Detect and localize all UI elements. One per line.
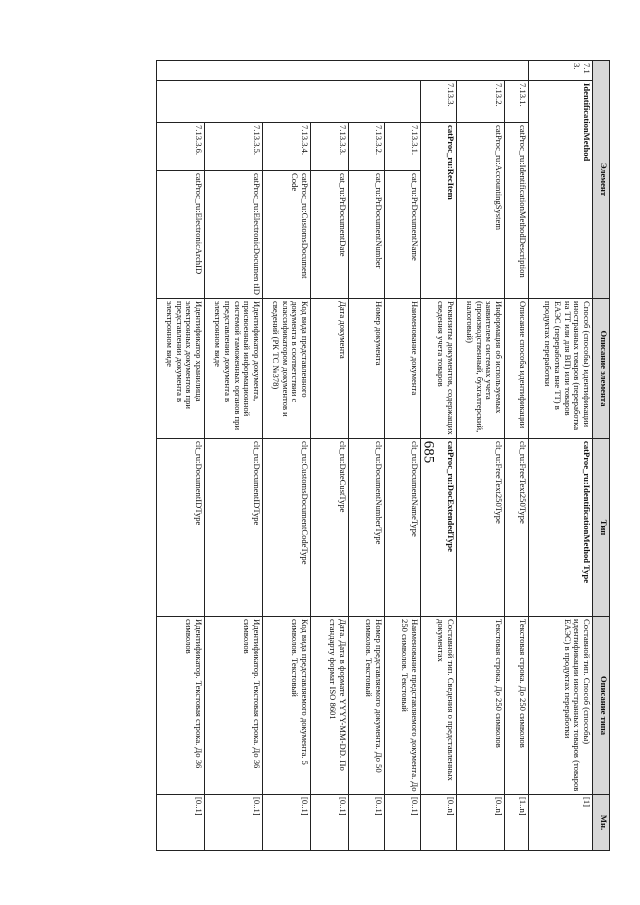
row-description: Способ (способы) идентификации иностранных товаров (переработка на ТТ или для ВП) или товаров ЕАЭС (переработка вне ТТ) в продуктах переработки [529, 299, 593, 439]
row-description: Информация об используемых заявителем системах учета (производственный, бухгалтерский, налоговый) [457, 299, 505, 439]
row-number: 7.13.2. [457, 81, 505, 123]
row-type: clt_ru:DocumentIDType [157, 439, 205, 617]
row-type-description: Составной тип. Способ (способы) идентификации иностранных товаров (товаров ЕАЭС) в продуктах переработки [529, 617, 593, 795]
row-description: Дата документа [311, 299, 349, 439]
table-row [205, 61, 263, 851]
header-element: Элемент [593, 61, 610, 299]
spec-table [156, 60, 610, 851]
row-multiplicity: [1..n] [505, 795, 529, 851]
indent-cell [205, 81, 263, 123]
table-row [349, 61, 385, 851]
row-multiplicity: [0..1] [349, 795, 385, 851]
row-description: Наименование документа [385, 299, 421, 439]
row-type-description: Номер представляемого документа. До 50 символов. Текстовый [349, 617, 385, 795]
row-number: 7.13.3.6. [157, 123, 205, 171]
row-element: catProc_ru:ElectronicArchID [157, 171, 205, 299]
header-row [593, 61, 610, 851]
row-number: 7.13.3.4. [263, 123, 311, 171]
row-type-description: Текстовая строка. До 250 символов [505, 617, 529, 795]
row-number: 7.13.3.1. [385, 123, 421, 171]
table-row [263, 61, 311, 851]
row-type: clt_ru:DocumentNumberType [349, 439, 385, 617]
row-multiplicity: [0..1] [385, 795, 421, 851]
indent-cell [263, 61, 311, 81]
indent-cell [457, 61, 505, 81]
row-element: catProc_ru:IdentificationMethodDescription [505, 123, 529, 299]
row-type: clt_ru:DocumentNameType [385, 439, 421, 617]
row-multiplicity: [0..1] [263, 795, 311, 851]
row-description: Номер документа [349, 299, 385, 439]
indent-cell [157, 61, 205, 81]
rotated-table-wrap [90, 60, 610, 850]
indent-cell [205, 61, 263, 81]
indent-cell [349, 81, 385, 123]
row-number: 7.13.3. [421, 81, 457, 123]
row-number: 7.13.3.2. [349, 123, 385, 171]
row-multiplicity: [0..1] [205, 795, 263, 851]
row-type-description: Дата. Дата в формате YYYY-MM-DD. По стандарту формат ISO 8601 [311, 617, 349, 795]
row-description: Идентификатор хранилища электронных документов при представлении документа в электронном виде [157, 299, 205, 439]
row-description: Идентификатор документа, присвоенный информационной системой таможенных органов при представлении документа в электронном виде [205, 299, 263, 439]
table-row [457, 61, 505, 851]
header-type: Тип [593, 439, 610, 617]
row-type-description: Идентификатор. Текстовая строка. До 36 символов [157, 617, 205, 795]
indent-cell [263, 81, 311, 123]
table-row [505, 61, 529, 851]
table-row [311, 61, 349, 851]
row-element: catProc_ru:CustomsDocument Code [263, 171, 311, 299]
row-element: cat_ru:PrDocumentNumber [349, 171, 385, 299]
row-type: clt_ru:DocumentIDType [205, 439, 263, 617]
row-number: 7.13.3.3. [311, 123, 349, 171]
indent-cell [505, 61, 529, 81]
table-row [385, 61, 421, 851]
indent-cell [311, 61, 349, 81]
row-type-description: Текстовая строка. До 250 символов [457, 617, 505, 795]
row-type-description: Идентификатор. Текстовая строка. До 36 символов [205, 617, 263, 795]
header-type-description: Описание типа [593, 617, 610, 795]
page-number: 685 [420, 440, 437, 464]
row-type: clt_ru:FreeText250Type [505, 439, 529, 617]
row-element: catProc_ru:ElectronicDocumen tID [205, 171, 263, 299]
row-description: Описание способа идентификации [505, 299, 529, 439]
indent-cell [421, 61, 457, 81]
indent-cell [385, 61, 421, 81]
row-number: 7.13.1. [505, 81, 529, 123]
row-type-description: Наименование представляемого документа. До 250 символов. Текстовый [385, 617, 421, 795]
indent-cell [311, 81, 349, 123]
row-element: catProc_ru:AccountingSystem [457, 123, 505, 299]
row-element: cat_ru:PrDocumentName [385, 171, 421, 299]
indent-cell [349, 61, 385, 81]
row-description: Реквизиты документов, содержащих сведения учета товаров [421, 299, 457, 439]
row-type: catProc_ru:DocExtendedType [421, 439, 457, 617]
table-row [421, 61, 457, 851]
table-row [529, 61, 593, 851]
row-element: cat_ru:PrDocumentDate [311, 171, 349, 299]
row-multiplicity: [0..1] [311, 795, 349, 851]
row-number: 7.13.3.5. [205, 123, 263, 171]
row-multiplicity: [0..1] [157, 795, 205, 851]
row-description: Код вида представленного документа в соответствии с классификатором документов и сведений (РК ТС №378) [263, 299, 311, 439]
row-multiplicity: [1] [529, 795, 593, 851]
table-row [157, 61, 205, 851]
row-type: clt_ru:DateCustType [311, 439, 349, 617]
header-multiplicity: Мн. [593, 795, 610, 851]
row-type-description: Код вида представляемого документа. 5 символов. Текстовый [263, 617, 311, 795]
row-number: 7.13. [529, 61, 593, 81]
row-type: catProe_ru:IdentificationMethod Type [529, 439, 593, 617]
indent-cell [385, 81, 421, 123]
row-type-description: Составной тип. Сведения о представленных документах [421, 617, 457, 795]
row-multiplicity: [0..n] [421, 795, 457, 851]
row-type: clt_ru:FreeText250Type [457, 439, 505, 617]
row-element: IdentificationMethod [529, 81, 593, 299]
indent-cell [157, 81, 205, 123]
row-element: catProc_ru:RecItem [421, 123, 457, 299]
row-type: clt_ru:CustomsDocumentCodeType [263, 439, 311, 617]
header-description: Описание элемента [593, 299, 610, 439]
row-multiplicity: [0..n] [457, 795, 505, 851]
